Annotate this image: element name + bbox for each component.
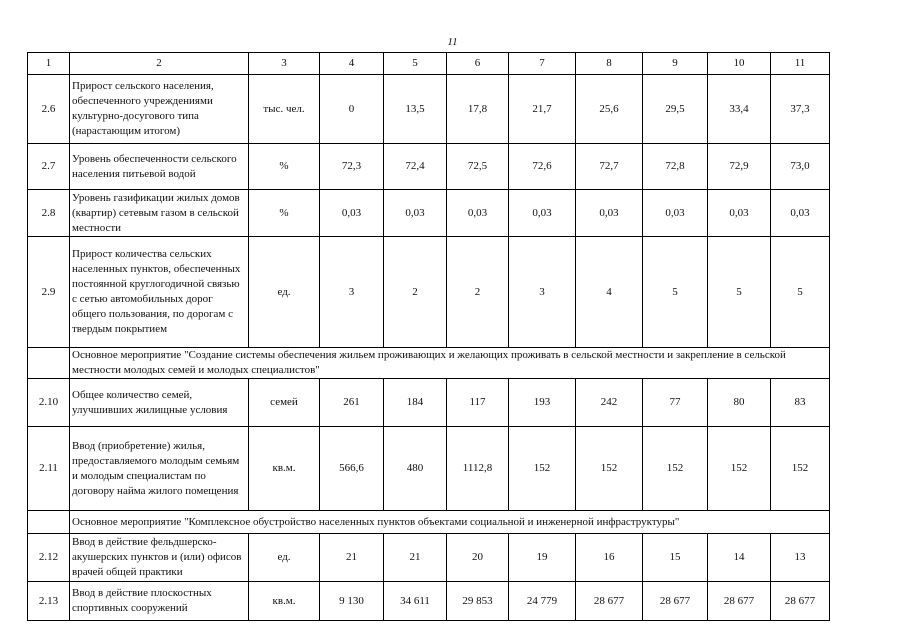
value-cell: 34 611 bbox=[384, 582, 447, 621]
section-num-cell bbox=[28, 511, 70, 534]
table-row bbox=[28, 427, 830, 511]
table-row bbox=[28, 237, 830, 348]
value-cell: 152 bbox=[509, 427, 576, 511]
value-cell: 28 677 bbox=[771, 582, 830, 621]
value-cell: 72,9 bbox=[708, 144, 771, 190]
page-number: 11 bbox=[447, 36, 458, 48]
value-cell: 15 bbox=[643, 534, 708, 582]
indicators-table bbox=[27, 52, 830, 621]
value-cell: 0,03 bbox=[708, 190, 771, 237]
value-cell: 0,03 bbox=[771, 190, 830, 237]
value-cell: 117 bbox=[447, 379, 509, 427]
value-cell: 1112,8 bbox=[447, 427, 509, 511]
value-cell: 261 bbox=[320, 379, 384, 427]
table-row bbox=[28, 75, 830, 144]
value-cell: 37,3 bbox=[771, 75, 830, 144]
indicator-name: Уровень газификации жилых домов (квартир) сетевым газом в сельской местности bbox=[70, 190, 249, 237]
value-cell: 0,03 bbox=[320, 190, 384, 237]
unit-cell: кв.м. bbox=[249, 427, 320, 511]
indicator-name: Общее количество семей, улучшивших жилищные условия bbox=[70, 379, 249, 427]
unit-cell: ед. bbox=[249, 534, 320, 582]
value-cell: 28 677 bbox=[708, 582, 771, 621]
unit-cell: ед. bbox=[249, 237, 320, 348]
value-cell: 20 bbox=[447, 534, 509, 582]
value-cell: 152 bbox=[576, 427, 643, 511]
value-cell: 72,8 bbox=[643, 144, 708, 190]
header-cell: 4 bbox=[320, 53, 384, 75]
value-cell: 73,0 bbox=[771, 144, 830, 190]
indicator-name: Ввод в действие фельдшерско-акушерских пунктов и (или) офисов врачей общей практики bbox=[70, 534, 249, 582]
value-cell: 480 bbox=[384, 427, 447, 511]
value-cell: 5 bbox=[708, 237, 771, 348]
value-cell: 83 bbox=[771, 379, 830, 427]
value-cell: 77 bbox=[643, 379, 708, 427]
value-cell: 72,3 bbox=[320, 144, 384, 190]
value-cell: 242 bbox=[576, 379, 643, 427]
row-number: 2.13 bbox=[28, 582, 70, 621]
row-number: 2.11 bbox=[28, 427, 70, 511]
value-cell: 14 bbox=[708, 534, 771, 582]
section-title: Основное мероприятие "Создание системы обеспечения жильем проживающих и желающих проживать в сельской местности и закрепление в сельской местности молодых семей и молодых специалистов" bbox=[70, 348, 830, 379]
unit-cell: семей bbox=[249, 379, 320, 427]
value-cell: 25,6 bbox=[576, 75, 643, 144]
value-cell: 21 bbox=[320, 534, 384, 582]
value-cell: 152 bbox=[771, 427, 830, 511]
indicator-name: Ввод (приобретение) жилья, предоставляемого молодым семьям и молодым специалистам по договору найма жилого помещения bbox=[70, 427, 249, 511]
value-cell: 29 853 bbox=[447, 582, 509, 621]
value-cell: 72,4 bbox=[384, 144, 447, 190]
value-cell: 72,6 bbox=[509, 144, 576, 190]
value-cell: 17,8 bbox=[447, 75, 509, 144]
section-num-cell bbox=[28, 348, 70, 379]
indicator-name: Прирост сельского населения, обеспеченного учреждениями культурно-досугового типа (нарастающим итогом) bbox=[70, 75, 249, 144]
value-cell: 152 bbox=[643, 427, 708, 511]
table-row bbox=[28, 190, 830, 237]
header-cell: 11 bbox=[771, 53, 830, 75]
value-cell: 33,4 bbox=[708, 75, 771, 144]
header-cell: 8 bbox=[576, 53, 643, 75]
value-cell: 24 779 bbox=[509, 582, 576, 621]
section-row bbox=[28, 511, 830, 534]
header-cell: 5 bbox=[384, 53, 447, 75]
value-cell: 21,7 bbox=[509, 75, 576, 144]
header-cell: 7 bbox=[509, 53, 576, 75]
value-cell: 13 bbox=[771, 534, 830, 582]
value-cell: 5 bbox=[771, 237, 830, 348]
row-number: 2.7 bbox=[28, 144, 70, 190]
row-number: 2.6 bbox=[28, 75, 70, 144]
value-cell: 193 bbox=[509, 379, 576, 427]
section-title: Основное мероприятие "Комплексное обустройство населенных пунктов объектами социальной и инженерной инфраструктуры" bbox=[70, 511, 830, 534]
value-cell: 0,03 bbox=[576, 190, 643, 237]
row-number: 2.12 bbox=[28, 534, 70, 582]
value-cell: 3 bbox=[320, 237, 384, 348]
value-cell: 0 bbox=[320, 75, 384, 144]
unit-cell: тыс. чел. bbox=[249, 75, 320, 144]
value-cell: 28 677 bbox=[643, 582, 708, 621]
value-cell: 184 bbox=[384, 379, 447, 427]
value-cell: 0,03 bbox=[509, 190, 576, 237]
row-number: 2.10 bbox=[28, 379, 70, 427]
indicator-name: Уровень обеспеченности сельского населения питьевой водой bbox=[70, 144, 249, 190]
header-row bbox=[28, 53, 830, 75]
value-cell: 80 bbox=[708, 379, 771, 427]
value-cell: 29,5 bbox=[643, 75, 708, 144]
table-row bbox=[28, 582, 830, 621]
header-cell: 1 bbox=[28, 53, 70, 75]
row-number: 2.8 bbox=[28, 190, 70, 237]
value-cell: 28 677 bbox=[576, 582, 643, 621]
section-row bbox=[28, 348, 830, 379]
unit-cell: % bbox=[249, 144, 320, 190]
header-cell: 9 bbox=[643, 53, 708, 75]
indicator-name: Ввод в действие плоскостных спортивных сооружений bbox=[70, 582, 249, 621]
table-row bbox=[28, 144, 830, 190]
header-cell: 6 bbox=[447, 53, 509, 75]
value-cell: 72,5 bbox=[447, 144, 509, 190]
table-row bbox=[28, 379, 830, 427]
indicator-name: Прирост количества сельских населенных пунктов, обеспеченных постоянной круглогодичной связью с сетью автомобильных дорог общего пользования, по дорогам с твердым покрытием bbox=[70, 237, 249, 348]
value-cell: 13,5 bbox=[384, 75, 447, 144]
value-cell: 0,03 bbox=[384, 190, 447, 237]
value-cell: 566,6 bbox=[320, 427, 384, 511]
header-cell: 10 bbox=[708, 53, 771, 75]
value-cell: 16 bbox=[576, 534, 643, 582]
value-cell: 2 bbox=[384, 237, 447, 348]
value-cell: 72,7 bbox=[576, 144, 643, 190]
value-cell: 5 bbox=[643, 237, 708, 348]
unit-cell: % bbox=[249, 190, 320, 237]
value-cell: 0,03 bbox=[643, 190, 708, 237]
value-cell: 9 130 bbox=[320, 582, 384, 621]
header-cell: 2 bbox=[70, 53, 249, 75]
value-cell: 21 bbox=[384, 534, 447, 582]
table-row bbox=[28, 534, 830, 582]
value-cell: 3 bbox=[509, 237, 576, 348]
value-cell: 2 bbox=[447, 237, 509, 348]
value-cell: 4 bbox=[576, 237, 643, 348]
value-cell: 19 bbox=[509, 534, 576, 582]
row-number: 2.9 bbox=[28, 237, 70, 348]
value-cell: 0,03 bbox=[447, 190, 509, 237]
unit-cell: кв.м. bbox=[249, 582, 320, 621]
value-cell: 152 bbox=[708, 427, 771, 511]
header-cell: 3 bbox=[249, 53, 320, 75]
